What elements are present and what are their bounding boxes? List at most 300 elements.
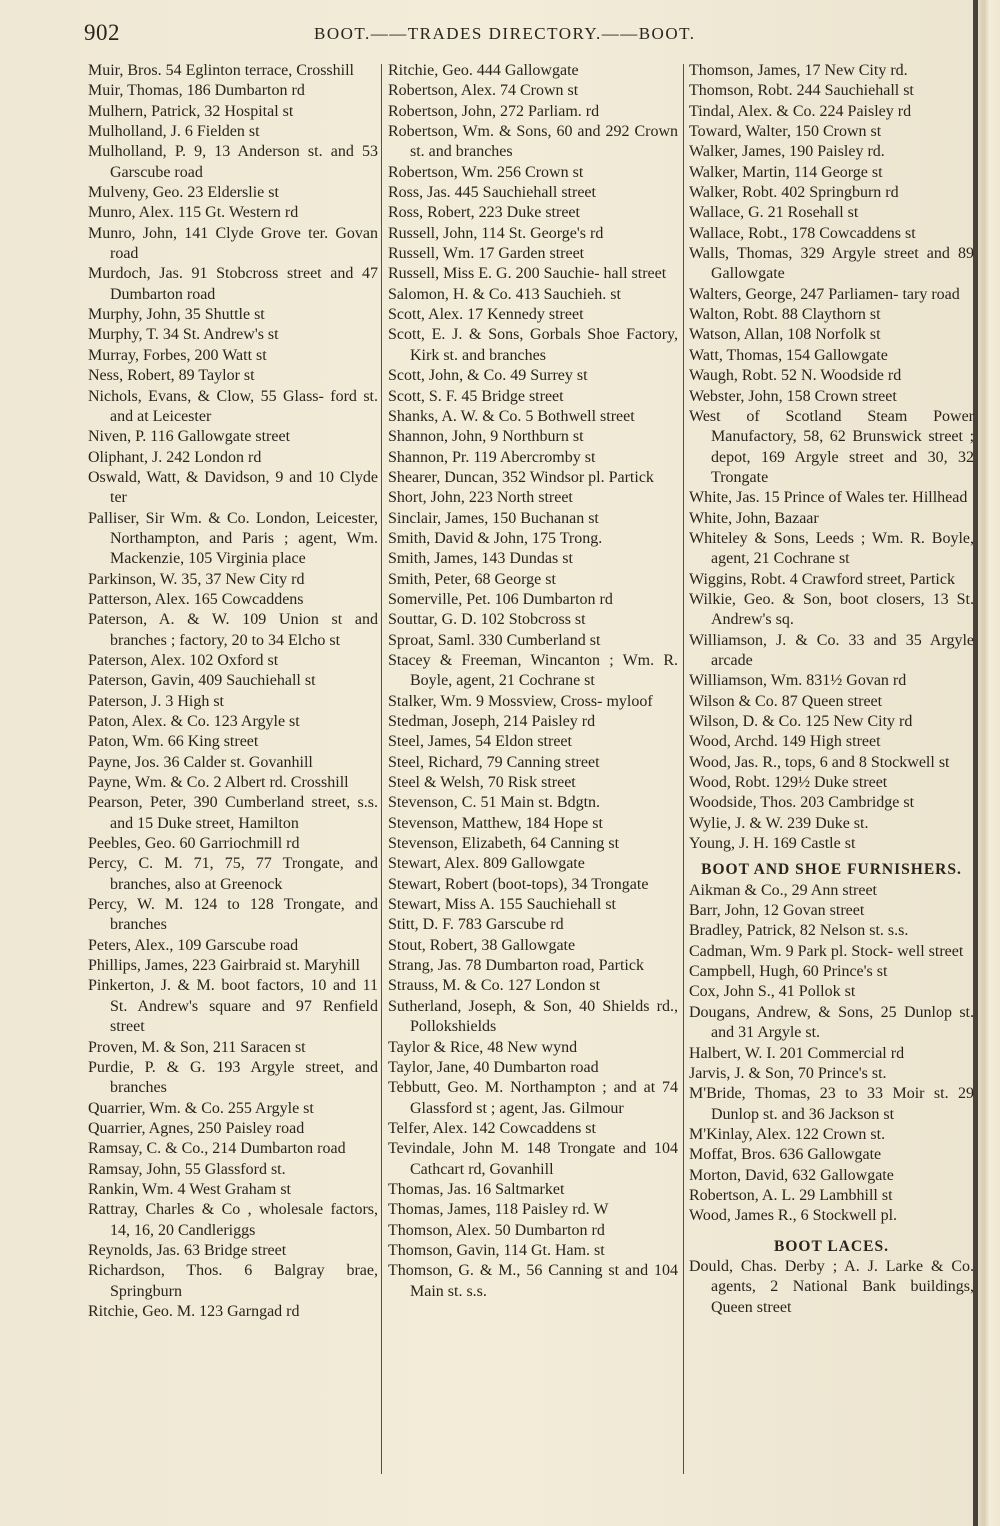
entry-line: Stedman, Joseph, 214 Paisley rd — [388, 713, 596, 730]
entry-line: Walker, Robt. 402 Springburn rd — [689, 184, 899, 202]
directory-entry — [689, 834, 974, 854]
entry-line: Robertson, Wm. 256 Crown st — [388, 163, 584, 181]
column-2 — [388, 61, 678, 1302]
entry-line: Ross, Jas. 445 Sauchiehall street — [388, 184, 596, 202]
entry-line: Wood, James R., 6 Stockwell pl. — [689, 1207, 898, 1225]
directory-entry — [689, 81, 974, 101]
directory-entry — [388, 875, 678, 895]
directory-entry — [689, 1003, 974, 1044]
directory-entry — [388, 753, 678, 773]
entry-line: West of Scotland Steam Power — [689, 407, 974, 425]
entry-line: Shanks, A. W. & Co. 5 Bothwell — [388, 407, 597, 425]
entry-line: Smith, David & John, 175 Trong. — [388, 529, 603, 547]
entry-line: Stalker, Wm. 9 Mossview, Cross- — [388, 692, 603, 710]
entry-line: and 104 Main st. s.s. — [410, 1262, 679, 1300]
entry-line: Payne, Wm. & Co. 2 Albert rd. — [88, 774, 287, 792]
directory-entry — [689, 1166, 974, 1186]
entry-line: Mulholland, J. 6 Fielden st — [88, 123, 260, 141]
directory-entry — [388, 488, 678, 508]
directory-entry — [88, 61, 378, 81]
directory-entry — [88, 1261, 378, 1302]
entry-line: Stout, Robert, 38 Gallowgate — [388, 936, 576, 954]
directory-entry — [689, 773, 974, 793]
directory-entry — [88, 203, 378, 223]
directory-entry — [388, 997, 678, 1038]
entry-line: Stevenson, C. 51 Main st. Bdgtn. — [388, 794, 601, 812]
entry-line: Smith, James, 143 Dundas st — [388, 550, 573, 568]
directory-entry — [388, 1241, 678, 1261]
entry-line: Wood, Robt. 129½ Duke street — [689, 774, 888, 792]
entry-line: Munro, John, 141 Clyde Grove ter. — [88, 224, 329, 242]
entry-line: Wm. R. Boyle, agent, 21 — [410, 651, 679, 690]
entry-line: Wood, Archd. 149 High street — [689, 733, 881, 751]
directory-entry — [689, 102, 974, 122]
entry-line: Govan road — [110, 224, 378, 263]
directory-entry — [88, 387, 378, 428]
entry-line: Cadman, Wm. 9 Park pl. Stock- — [689, 942, 894, 960]
directory-entry — [88, 732, 378, 752]
entry-line: Tevindale, John M. 148 Trongate — [388, 1140, 616, 1158]
entry-line: St. Andrew's sq. — [711, 590, 974, 629]
entry-line: Stacey & Freeman, Wincanton ; — [388, 651, 614, 669]
directory-entry — [388, 1139, 678, 1180]
directory-entry — [388, 773, 678, 793]
entry-line: Young, J. H. 169 Castle st — [689, 835, 856, 853]
entry-line: Pearson, Peter, 390 Cumberland — [88, 794, 305, 812]
entry-line: Richardson, Thos. 6 Balgray brae, — [88, 1262, 378, 1280]
directory-entry — [388, 427, 678, 447]
directory-entry — [88, 1139, 378, 1159]
directory-entry — [388, 366, 678, 386]
entry-line: Robertson, Alex. 74 Crown st — [388, 82, 579, 100]
entry-line: and branches, also at Greenock — [110, 855, 379, 893]
entry-line: Shearer, Duncan, 352 Windsor pl. — [388, 468, 605, 486]
entry-line: Dougans, Andrew, & Sons, 25 — [689, 1003, 897, 1021]
directory-entry — [88, 1038, 378, 1058]
directory-entry — [88, 590, 378, 610]
entry-line: buildings, Queen street — [711, 1278, 974, 1316]
entry-line: Payne, Jos. 36 Calder st. Govanhill — [88, 753, 313, 771]
entry-line: Scott, S. F. 45 Bridge street — [388, 387, 564, 405]
directory-entry — [689, 1125, 974, 1145]
entry-line: Ness, Robert, 89 Taylor st — [88, 367, 255, 385]
directory-entry — [88, 224, 378, 265]
entry-line: Cochrane st — [518, 672, 595, 690]
entry-line: Walker, Martin, 114 George st — [689, 163, 883, 181]
entry-line: Walters, George, 247 Parliamen- — [689, 285, 899, 303]
directory-entry — [88, 81, 378, 101]
directory-entry — [388, 163, 678, 183]
entry-line: Mulhern, Patrick, 32 Hospital st — [88, 102, 294, 120]
entry-line: Hamilton — [238, 814, 299, 832]
entry-line: Bradley, Patrick, 82 Nelson st. s.s. — [689, 922, 909, 940]
entry-line: Short, John, 223 North street — [388, 489, 573, 507]
directory-entry — [88, 264, 378, 305]
entry-line: Rankin, Wm. 4 West Graham st — [88, 1180, 291, 1198]
directory-entry — [388, 976, 678, 996]
entry-line: street ; depot, 169 Argyle street — [711, 428, 975, 466]
entry-line: Thomas, Jas. 16 Saltmarket — [388, 1180, 565, 1198]
entry-line: Morton, David, 632 Gallowgate — [689, 1166, 894, 1184]
entry-line: Strauss, M. & Co. 127 London st — [388, 977, 601, 995]
directory-entry — [689, 631, 974, 672]
entry-line: Paton, Alex. & Co. 123 Argyle st — [88, 713, 300, 730]
entry-line: Springburn — [110, 1282, 182, 1300]
entry-line: Steel, James, 54 Eldon street — [388, 733, 572, 751]
directory-entry — [689, 346, 974, 366]
entry-line: Steel, Richard, 79 Canning street — [388, 753, 600, 771]
entry-line: and at 74 Glassford st ; agent, — [410, 1079, 679, 1117]
section-heading-laces: BOOT LACES. — [774, 1237, 889, 1255]
directory-entry — [88, 468, 378, 509]
entry-line: Mulveny, Geo. 23 Elderslie st — [88, 184, 279, 202]
entry-line: Salomon, H. & Co. 413 Sauchieh. st — [388, 285, 621, 303]
entry-line: road — [317, 1140, 346, 1158]
entry-line: Walton, Robt. 88 Claythorn st — [689, 306, 881, 324]
directory-entry — [88, 1241, 378, 1261]
directory-entry — [689, 122, 974, 142]
entry-line: Wilson & Co. 87 Queen street — [689, 692, 883, 710]
entry-line: Nichols, Evans, & Clow, 55 Glass- — [88, 387, 324, 405]
directory-entry — [689, 488, 974, 508]
column-3 — [689, 61, 974, 1318]
entry-line: Parkinson, W. 35, 37 New City rd — [88, 570, 305, 588]
entry-line: Factory, Kirk st. and branches — [410, 326, 678, 364]
entry-line: Partick — [598, 957, 644, 975]
directory-entry — [88, 692, 378, 712]
directory-entry — [689, 509, 974, 529]
entry-line: Robertson, Wm. & Sons, 60 and — [388, 123, 601, 141]
entry-line: Sinclair, James, 150 Buchanan st — [388, 509, 599, 527]
entry-line: Steel & Welsh, 70 Risk street — [388, 774, 576, 792]
entry-line: Taylor, Jane, 40 Dumbarton road — [388, 1058, 599, 1076]
laces-list — [689, 1257, 974, 1318]
entry-line: tary road — [902, 285, 960, 303]
entry-line: Reynolds, Jas. 63 Bridge street — [88, 1241, 287, 1259]
directory-entry — [689, 982, 974, 1002]
directory-entry — [388, 203, 678, 223]
entry-line: Quarrier, Wm. & Co. 255 Argyle st — [88, 1099, 314, 1117]
entry-line: Wallace, Robt., 178 Cowcaddens st — [689, 224, 916, 242]
directory-entry — [689, 692, 974, 712]
entry-line: Tindal, Alex. & Co. 224 Paisley rd — [689, 102, 912, 120]
directory-entry — [88, 305, 378, 325]
directory-entry — [689, 901, 974, 921]
entry-line: Peters, Alex., 109 Garscube road — [88, 936, 299, 954]
directory-entry — [388, 1221, 678, 1241]
directory-entry — [689, 305, 974, 325]
directory-entry — [388, 651, 678, 692]
directory-entry — [388, 1119, 678, 1139]
entry-line: Stewart, Alex. 809 Gallowgate — [388, 855, 585, 873]
entry-line: Murdoch, Jas. 91 Stobcross street — [88, 265, 322, 283]
entry-line: Russell, Miss E. G. 200 Sauchie- — [388, 265, 600, 283]
entry-line: Scott, Alex. 17 Kennedy street — [388, 306, 584, 324]
entry-line: Shields rd., Pollokshields — [410, 997, 679, 1036]
directory-entry — [388, 590, 678, 610]
directory-entry — [689, 529, 974, 570]
entry-line: Smith, Peter, 68 George st — [388, 570, 556, 588]
directory-entry — [88, 142, 378, 183]
entry-line: Scott, E. J. & Sons, Gorbals Shoe — [388, 326, 620, 344]
directory-entry — [88, 1119, 378, 1139]
directory-entry — [388, 61, 678, 81]
entry-line: Murphy, T. 34 St. Andrew's st — [88, 326, 279, 344]
directory-entry — [388, 224, 678, 244]
entry-line: hall street — [603, 265, 667, 283]
directory-entry — [689, 1084, 974, 1125]
directory-entry — [88, 895, 378, 936]
entry-line: Aikman & Co., 29 Ann street — [689, 881, 877, 899]
directory-entry — [88, 834, 378, 854]
directory-entry — [689, 671, 974, 691]
directory-entry — [388, 692, 678, 712]
entry-line: Peebles, Geo. 60 Garriochmill rd — [88, 835, 300, 853]
entry-line: and branches — [110, 896, 379, 934]
directory-entry — [388, 387, 678, 407]
directory-entry — [88, 1200, 378, 1241]
entry-line: Paterson, Alex. 102 Oxford st — [88, 651, 279, 669]
entry-line: Stevenson, Matthew, 184 Hope st — [388, 814, 603, 832]
entry-line: Percy, C. M. 71, 75, 77 Trongate, — [88, 855, 344, 873]
directory-entry — [388, 509, 678, 529]
entry-line: factors, 14, 16, 20 Candleriggs — [110, 1201, 378, 1239]
entry-line: Paterson, J. 3 High st — [88, 692, 224, 710]
directory-entry — [689, 163, 974, 183]
entry-line: ford st. and at Leicester — [110, 387, 378, 425]
entry-line: street, s.s. and 15 Duke street, — [110, 794, 379, 832]
entry-line: Percy, W. M. 124 to 128 Trongate, — [88, 896, 345, 914]
directory-entry — [689, 325, 974, 345]
directory-entry — [689, 224, 974, 244]
directory-entry — [88, 122, 378, 142]
directory-entry — [88, 1160, 378, 1180]
directory-entry — [388, 1078, 678, 1119]
entry-line: Purdie, P. & G. 193 Argyle street, — [88, 1058, 345, 1076]
entry-line: Telfer, Alex. 142 Cowcaddens st — [388, 1119, 596, 1137]
directory-entry — [388, 102, 678, 122]
entry-line: Tebbutt, Geo. M. Northampton ; — [388, 1079, 607, 1097]
directory-entry — [388, 631, 678, 651]
directory-entry — [689, 753, 974, 773]
directory-entry — [689, 61, 974, 81]
entry-line: Paterson, A. & W. 109 Union st — [88, 611, 343, 629]
directory-entry — [88, 793, 378, 834]
entry-line: Mulholland, P. 9, 13 Anderson st. — [88, 143, 323, 161]
furnishers-list — [689, 881, 974, 1227]
directory-entry — [689, 407, 974, 488]
entry-line: 292 Crown st. and branches — [410, 123, 679, 161]
entry-line: Crosshill — [290, 774, 349, 792]
entry-line: and 97 Renfield street — [110, 997, 378, 1036]
directory-entry — [689, 183, 974, 203]
entry-line: and branches ; factory, 20 to 34 — [110, 611, 379, 649]
entry-line: White, John, Bazaar — [689, 509, 819, 527]
entry-line: Shannon, Pr. 119 Abercromby st — [388, 448, 596, 466]
directory-entry — [88, 1058, 378, 1099]
directory-entry — [388, 285, 678, 305]
entry-line: Walls, Thomas, 329 Argyle street — [689, 245, 919, 263]
directory-entry — [689, 1257, 974, 1318]
entry-line: Ritchie, Geo. 444 Gallowgate — [388, 62, 579, 79]
directory-entry — [689, 366, 974, 386]
entry-line: Stewart, Robert (boot-tops), 34 — [388, 875, 588, 893]
directory-entry — [88, 712, 378, 732]
entry-line: Shannon, John, 9 Northburn st — [388, 428, 584, 446]
entry-line: 10 and 11 St. Andrew's square — [110, 977, 379, 1015]
entry-line: Munro, Alex. 115 Gt. Western rd — [88, 204, 299, 222]
entry-line: Thomson, Gavin, 114 Gt. Ham. st — [388, 1241, 605, 1259]
entry-line: Whiteley & Sons, Leeds ; Wm. R. — [689, 529, 925, 547]
directory-entry — [388, 936, 678, 956]
directory-entry — [388, 81, 678, 101]
directory-entry — [388, 834, 678, 854]
directory-entry — [88, 325, 378, 345]
entry-line: Boyle, agent, 21 Cochrane st — [711, 529, 974, 568]
directory-entry — [388, 570, 678, 590]
entry-line: Patterson, Alex. 165 Cowcaddens — [88, 590, 304, 608]
entry-line: Paton, Wm. 66 King street — [88, 733, 259, 751]
entry-line: Thomson, James, 17 New City rd. — [689, 62, 908, 79]
directory-entry — [388, 305, 678, 325]
entry-line: Sutherland, Joseph, & Son, 40 — [388, 997, 596, 1015]
directory-entry — [388, 1038, 678, 1058]
entry-line: Robertson, John, 272 Parliam. rd — [388, 102, 600, 120]
entry-line: Sproat, Saml. 330 Cumberland st — [388, 631, 601, 649]
entry-line: Oswald, Watt, & Davidson, 9 and — [88, 468, 313, 486]
directory-entry — [388, 122, 678, 163]
entry-line: 29 Dunlop st. and 36 Jackson st — [711, 1085, 975, 1123]
entry-line: Proven, M. & Son, 211 Saracen st — [88, 1038, 306, 1056]
directory-entry — [388, 793, 678, 813]
entry-line: & Co. agents, 2 National Bank — [711, 1257, 974, 1296]
directory-entry — [689, 1145, 974, 1165]
entry-line: Paterson, Gavin, 409 Sauchiehall st — [88, 672, 316, 690]
directory-entry — [88, 1302, 378, 1322]
directory-entry — [88, 183, 378, 203]
directory-entry — [388, 1261, 678, 1302]
entry-line: Wylie, J. & W. 239 Duke st. — [689, 814, 869, 832]
entry-line: street — [600, 407, 635, 425]
entry-line: M'Bride, Thomas, 23 to 33 Moir st. — [689, 1085, 949, 1103]
directory-entry — [388, 1058, 678, 1078]
directory-entry — [689, 942, 974, 962]
directory-entry — [689, 814, 974, 834]
entry-line: Williamson, Wm. 831½ Govan rd — [689, 672, 907, 690]
directory-entry — [88, 509, 378, 570]
entry-line: Toward, Walter, 150 Crown st — [689, 123, 882, 141]
entry-line: Thomson, Robt. 244 Sauchiehall st — [689, 82, 914, 100]
directory-entry — [388, 468, 678, 488]
entry-line: Taylor & Rice, 48 New wynd — [388, 1038, 578, 1056]
entry-line: Thomson, G. & M., 56 Canning st — [388, 1262, 620, 1280]
directory-entry — [88, 1099, 378, 1119]
directory-entry — [689, 962, 974, 982]
directory-entry — [388, 549, 678, 569]
entry-line: Stockwell st — [870, 753, 950, 771]
directory-entry — [689, 244, 974, 285]
directory-entry — [388, 244, 678, 264]
entry-line: Woodside, Thos. 203 Cambridge st — [689, 794, 915, 812]
entry-line: Strang, Jas. 78 Dumbarton road, — [388, 957, 595, 975]
entry-line: Dould, Chas. Derby ; A. J. Larke — [689, 1257, 924, 1275]
directory-entry — [88, 936, 378, 956]
directory-entry — [689, 1044, 974, 1064]
directory-entry — [689, 712, 974, 732]
directory-entry — [88, 448, 378, 468]
entry-line: Wilkie, Geo. & Son, boot closers, 13 — [689, 590, 949, 608]
entry-line: Ritchie, Geo. M. 123 Garngad rd — [88, 1302, 300, 1320]
directory-entry — [88, 956, 378, 976]
entry-line: Jas. Gilmour — [541, 1099, 624, 1117]
directory-entry — [689, 881, 974, 901]
entry-line: Scott, John, & Co. 49 Surrey st — [388, 367, 588, 385]
directory-entry — [88, 1180, 378, 1200]
directory-entry — [388, 610, 678, 630]
entry-line: and branches — [110, 1058, 378, 1097]
directory-entry — [689, 570, 974, 590]
entry-line: Watt, Thomas, 154 Gallowgate — [689, 346, 888, 364]
entry-line: Wilson, D. & Co. 125 New City rd — [689, 713, 913, 730]
directory-entry — [88, 427, 378, 447]
entry-line: Somerville, Pet. 106 Dumbarton rd — [388, 590, 613, 608]
entry-line: Rattray, Charles & Co , wholesale — [88, 1201, 324, 1219]
entry-line: Elcho st — [288, 631, 341, 649]
entry-line: Muir, Thomas, 186 Dumbarton rd — [88, 82, 305, 100]
entry-line: Partick — [909, 570, 955, 588]
directory-entry — [689, 1064, 974, 1084]
entry-line: and 30, 32 Trongate — [711, 448, 974, 486]
entry-line: Webster, John, 158 Crown street — [689, 387, 897, 405]
entry-line: 105 Virginia place — [188, 550, 306, 568]
entry-line: Phillips, James, 223 Gairbraid st. — [88, 957, 300, 975]
directory-entry — [388, 407, 678, 427]
directory-entry — [388, 854, 678, 874]
entry-line: Ross, Robert, 223 Duke street — [388, 204, 580, 222]
directory-entry — [388, 1200, 678, 1220]
entry-line: Barr, John, 12 Govan street — [689, 902, 865, 920]
entry-line: Thomas, James, 118 Paisley rd. W — [388, 1201, 609, 1219]
entry-line: Stevenson, Elizabeth, 64 Canning st — [388, 835, 620, 853]
directory-entry — [88, 366, 378, 386]
entry-line: Oliphant, J. 242 London rd — [88, 448, 262, 466]
entry-line: Leicester, Northampton, and — [110, 509, 379, 547]
directory-entry — [388, 712, 678, 732]
directory-entry — [689, 921, 974, 941]
directory-entry — [689, 387, 974, 407]
entry-line: Palliser, Sir Wm. & Co. London, — [88, 509, 310, 527]
entry-line: Stewart, Miss A. 155 Sauchiehall st — [388, 896, 616, 914]
entry-line: ter. Hillhead — [888, 489, 968, 507]
entry-line: Crosshill — [296, 62, 354, 79]
entry-line: Pinkerton, J. & M. boot factors, — [88, 977, 304, 995]
entry-line: and 104 Cathcart rd, Govanhill — [410, 1140, 678, 1178]
entry-line: Walker, James, 190 Paisley rd. — [689, 143, 885, 161]
directory-entry — [388, 448, 678, 468]
directory-entry — [689, 285, 974, 305]
directory-entry — [689, 203, 974, 223]
entry-line: Williamson, J. & Co. 33 and 35 — [689, 631, 922, 649]
column-3-main — [689, 61, 974, 854]
directory-entry — [388, 1180, 678, 1200]
directory-entry — [88, 854, 378, 895]
entry-line: Stitt, D. F. 783 Garscube rd — [388, 916, 564, 934]
page-header — [84, 20, 974, 54]
entry-line: Argyle arcade — [711, 631, 974, 669]
directory-entry — [388, 915, 678, 935]
entry-line: Trongate — [591, 875, 649, 893]
column-divider — [683, 64, 684, 1474]
